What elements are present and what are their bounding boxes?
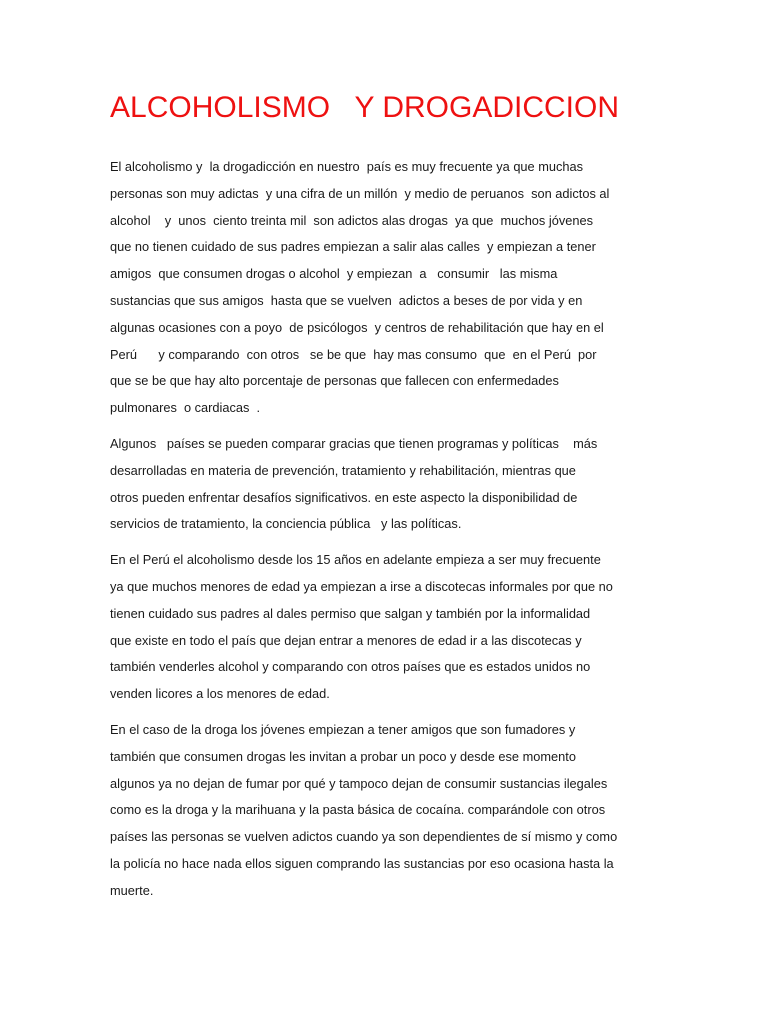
document-title: ALCOHOLISMO Y DROGADICCION (110, 91, 619, 124)
text-line: personas son muy adictas y una cifra de un millón y medio de peruanos son adictos al (110, 185, 610, 201)
text-line: también venderles alcohol y comparando con otros países que es estados unidos no (110, 659, 591, 675)
text-line: otros pueden enfrentar desafíos significativos. en este aspecto la disponibilidad de (110, 489, 578, 505)
text-line: tienen cuidado sus padres al dales permiso que salgan y también por la informalidad (110, 605, 591, 621)
text-line: algunos ya no dejan de fumar por qué y tampoco dejan de consumir sustancias ilegales (110, 775, 608, 791)
text-line: alcohol y unos ciento treinta mil son adictos alas drogas ya que muchos jóvenes (110, 212, 593, 228)
text-line: muerte. (110, 882, 154, 898)
text-line: que existe en todo el país que dejan entrar a menores de edad ir a las discotecas y (110, 632, 582, 648)
paragraph-3 (110, 547, 670, 708)
paragraph-1 (110, 154, 670, 422)
text-line: En el caso de la droga los jóvenes empiezan a tener amigos que son fumadores y (110, 721, 576, 737)
text-line: sustancias que sus amigos hasta que se vuelven adictos a beses de por vida y en (110, 292, 583, 308)
text-line: ya que muchos menores de edad ya empiezan a irse a discotecas informales por que no (110, 578, 613, 594)
paragraph-2 (110, 431, 670, 538)
text-line: servicios de tratamiento, la conciencia pública y las políticas. (110, 516, 462, 532)
text-line: venden licores a los menores de edad. (110, 686, 330, 702)
text-line: amigos que consumen drogas o alcohol y empiezan a consumir las misma (110, 266, 558, 282)
paragraph-4 (110, 717, 670, 905)
text-line: Algunos países se pueden comparar gracias que tienen programas y políticas más (110, 435, 598, 451)
text-line: que no tienen cuidado de sus padres empiezan a salir alas calles y empiezan a tener (110, 239, 596, 255)
text-line: algunas ocasiones con a poyo de psicólogos y centros de rehabilitación que hay en el (110, 319, 604, 335)
text-line: pulmonares o cardiacas . (110, 400, 261, 416)
text-line: países las personas se vuelven adictos cuando ya son dependientes de sí mismo y como (110, 829, 618, 845)
text-line: que se be que hay alto porcentaje de personas que fallecen con enfermedades (110, 373, 559, 389)
text-line: como es la droga y la marihuana y la pasta básica de cocaína. comparándole con otros (110, 802, 606, 818)
document-body (110, 154, 670, 914)
text-line: En el Perú el alcoholismo desde los 15 años en adelante empieza a ser muy frecuente (110, 552, 601, 568)
text-line: la policía no hace nada ellos siguen comprando las sustancias por eso ocasiona hasta la (110, 855, 614, 871)
text-line: desarrolladas en materia de prevención, tratamiento y rehabilitación, mientras que (110, 462, 576, 478)
text-line: también que consumen drogas les invitan a probar un poco y desde ese momento (110, 748, 576, 764)
text-line: Perú y comparando con otros se be que hay mas consumo que en el Perú por (110, 346, 597, 362)
text-line: El alcoholismo y la drogadicción en nuestro país es muy frecuente ya que muchas (110, 159, 584, 174)
